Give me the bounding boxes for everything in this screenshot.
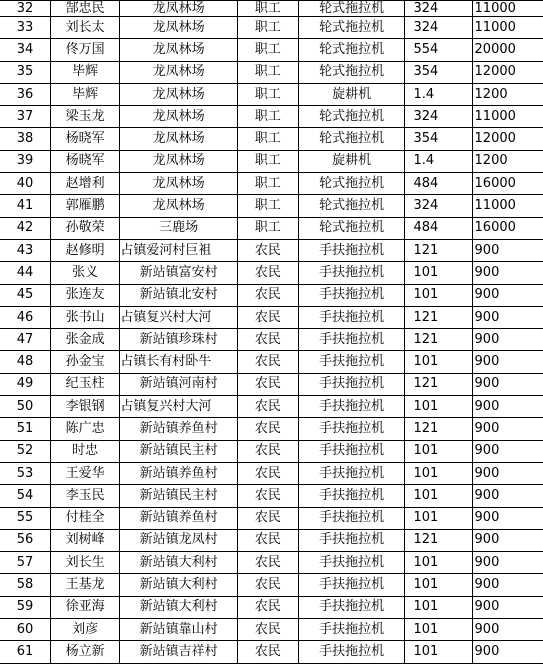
row-number-cell: 58 <box>0 574 51 596</box>
name-cell: 付桂全 <box>51 507 120 529</box>
machine-type-cell: 手扶拖拉机 <box>298 396 405 418</box>
name-cell: 张金成 <box>51 329 120 351</box>
table-row <box>0 306 543 328</box>
subsidy-cell: 20000 <box>472 39 543 61</box>
table-row <box>0 195 543 217</box>
row-number-cell: 59 <box>0 596 51 618</box>
location-cell: 新站镇龙凤村 <box>120 529 238 551</box>
location-cell: 三鹿场 <box>120 217 238 239</box>
row-number-cell: 34 <box>0 39 51 61</box>
row-number-cell: 43 <box>0 239 51 261</box>
occupation-cell: 职工 <box>237 150 298 172</box>
row-number-cell: 54 <box>0 485 51 507</box>
table-row <box>0 83 543 105</box>
occupation-cell: 农民 <box>237 284 298 306</box>
location-cell: 新站镇民主村 <box>120 440 238 462</box>
table-row <box>0 351 543 373</box>
location-cell: 新站镇靠山村 <box>120 619 238 641</box>
table-row <box>0 619 543 641</box>
row-number-cell: 40 <box>0 173 51 195</box>
row-number-cell: 38 <box>0 128 51 150</box>
table-row <box>0 61 543 83</box>
power-cell: 101 <box>405 485 472 507</box>
table-row <box>0 284 543 306</box>
occupation-cell: 农民 <box>237 329 298 351</box>
name-cell: 刘长生 <box>51 552 120 574</box>
name-cell: 刘彦 <box>51 619 120 641</box>
occupation-cell: 农民 <box>237 373 298 395</box>
machine-type-cell: 手扶拖拉机 <box>298 574 405 596</box>
name-cell: 毕辉 <box>51 83 120 105</box>
power-cell: 101 <box>405 619 472 641</box>
power-cell: 354 <box>405 128 472 150</box>
name-cell: 毕辉 <box>51 61 120 83</box>
power-cell: 484 <box>405 173 472 195</box>
location-cell: 占镇爱河村巨袓 <box>120 239 238 261</box>
location-cell: 新站镇养鱼村 <box>120 462 238 484</box>
subsidy-cell: 1200 <box>472 150 543 172</box>
row-number-cell: 35 <box>0 61 51 83</box>
row-number-cell: 32 <box>0 1 51 17</box>
subsidy-cell: 900 <box>472 462 543 484</box>
row-number-cell: 60 <box>0 619 51 641</box>
machine-type-cell: 手扶拖拉机 <box>298 440 405 462</box>
machine-type-cell: 旋耕机 <box>298 150 405 172</box>
power-cell: 484 <box>405 217 472 239</box>
subsidy-cell: 900 <box>472 529 543 551</box>
occupation-cell: 农民 <box>237 596 298 618</box>
name-cell: 李玉民 <box>51 485 120 507</box>
power-cell: 1.4 <box>405 150 472 172</box>
location-cell: 龙凤林场 <box>120 173 238 195</box>
occupation-cell: 职工 <box>237 128 298 150</box>
subsidy-cell: 12000 <box>472 61 543 83</box>
subsidy-cell: 900 <box>472 396 543 418</box>
location-cell: 龙凤林场 <box>120 150 238 172</box>
row-number-cell: 52 <box>0 440 51 462</box>
subsidy-cell: 900 <box>472 641 543 663</box>
subsidy-cell: 900 <box>472 440 543 462</box>
subsidy-cell: 900 <box>472 485 543 507</box>
subsidy-cell: 900 <box>472 284 543 306</box>
power-cell: 101 <box>405 440 472 462</box>
machine-type-cell: 手扶拖拉机 <box>298 485 405 507</box>
subsidy-cell: 11000 <box>472 106 543 128</box>
machine-type-cell: 轮式拖拉机 <box>298 39 405 61</box>
machine-type-cell: 手扶拖拉机 <box>298 529 405 551</box>
row-number-cell: 37 <box>0 106 51 128</box>
location-cell: 龙凤林场 <box>120 17 238 39</box>
occupation-cell: 农民 <box>237 306 298 328</box>
subsidy-cell: 900 <box>472 239 543 261</box>
name-cell: 孙金宝 <box>51 351 120 373</box>
occupation-cell: 职工 <box>237 106 298 128</box>
name-cell: 梁玉龙 <box>51 106 120 128</box>
table-row <box>0 262 543 284</box>
location-cell: 新站镇大利村 <box>120 552 238 574</box>
name-cell: 徐亚海 <box>51 596 120 618</box>
row-number-cell: 47 <box>0 329 51 351</box>
name-cell: 孙敬荣 <box>51 217 120 239</box>
location-cell: 占镇复兴村大河 <box>120 396 238 418</box>
row-number-cell: 55 <box>0 507 51 529</box>
machine-type-cell: 轮式拖拉机 <box>298 17 405 39</box>
row-number-cell: 49 <box>0 373 51 395</box>
row-number-cell: 33 <box>0 17 51 39</box>
machine-type-cell: 手扶拖拉机 <box>298 306 405 328</box>
table-row <box>0 217 543 239</box>
name-cell: 李银钢 <box>51 396 120 418</box>
subsidy-cell: 1200 <box>472 83 543 105</box>
power-cell: 324 <box>405 195 472 217</box>
table-body <box>0 1 543 664</box>
occupation-cell: 农民 <box>237 351 298 373</box>
name-cell: 张义 <box>51 262 120 284</box>
name-cell: 时忠 <box>51 440 120 462</box>
location-cell: 龙凤林场 <box>120 106 238 128</box>
power-cell: 121 <box>405 529 472 551</box>
machine-type-cell: 手扶拖拉机 <box>298 418 405 440</box>
machine-type-cell: 轮式拖拉机 <box>298 217 405 239</box>
name-cell: 杨立新 <box>51 641 120 663</box>
power-cell: 121 <box>405 306 472 328</box>
name-cell: 郜忠民 <box>51 1 120 17</box>
subsidy-cell: 900 <box>472 574 543 596</box>
subsidy-cell: 16000 <box>472 217 543 239</box>
subsidy-cell: 900 <box>472 306 543 328</box>
subsidy-cell: 900 <box>472 507 543 529</box>
name-cell: 陈广忠 <box>51 418 120 440</box>
table-row <box>0 529 543 551</box>
machine-type-cell: 旋耕机 <box>298 83 405 105</box>
occupation-cell: 农民 <box>237 529 298 551</box>
power-cell: 101 <box>405 462 472 484</box>
location-cell: 新站镇养鱼村 <box>120 418 238 440</box>
machine-type-cell: 手扶拖拉机 <box>298 619 405 641</box>
name-cell: 刘树峰 <box>51 529 120 551</box>
name-cell: 纪玉柱 <box>51 373 120 395</box>
machine-type-cell: 轮式拖拉机 <box>298 61 405 83</box>
table-row <box>0 329 543 351</box>
name-cell: 郭雁鹏 <box>51 195 120 217</box>
table-row <box>0 485 543 507</box>
machine-type-cell: 轮式拖拉机 <box>298 195 405 217</box>
table-row <box>0 373 543 395</box>
power-cell: 121 <box>405 329 472 351</box>
machine-type-cell: 手扶拖拉机 <box>298 262 405 284</box>
occupation-cell: 农民 <box>237 462 298 484</box>
machine-type-cell: 手扶拖拉机 <box>298 239 405 261</box>
name-cell: 张连友 <box>51 284 120 306</box>
machine-type-cell: 手扶拖拉机 <box>298 373 405 395</box>
power-cell: 101 <box>405 351 472 373</box>
occupation-cell: 农民 <box>237 574 298 596</box>
table-row <box>0 39 543 61</box>
table-row <box>0 106 543 128</box>
row-number-cell: 44 <box>0 262 51 284</box>
subsidy-cell: 900 <box>472 619 543 641</box>
location-cell: 新站镇吉祥村 <box>120 641 238 663</box>
name-cell: 王基龙 <box>51 574 120 596</box>
power-cell: 101 <box>405 596 472 618</box>
occupation-cell: 职工 <box>237 17 298 39</box>
name-cell: 佟万国 <box>51 39 120 61</box>
occupation-cell: 职工 <box>237 217 298 239</box>
table-row <box>0 574 543 596</box>
machine-type-cell: 轮式拖拉机 <box>298 106 405 128</box>
subsidy-cell: 16000 <box>472 173 543 195</box>
location-cell: 龙凤林场 <box>120 39 238 61</box>
occupation-cell: 职工 <box>237 173 298 195</box>
occupation-cell: 农民 <box>237 396 298 418</box>
occupation-cell: 农民 <box>237 507 298 529</box>
occupation-cell: 农民 <box>237 440 298 462</box>
name-cell: 刘长太 <box>51 17 120 39</box>
row-number-cell: 53 <box>0 462 51 484</box>
name-cell: 赵增利 <box>51 173 120 195</box>
name-cell: 杨晓军 <box>51 150 120 172</box>
power-cell: 1.4 <box>405 83 472 105</box>
row-number-cell: 51 <box>0 418 51 440</box>
row-number-cell: 45 <box>0 284 51 306</box>
power-cell: 324 <box>405 106 472 128</box>
table-row <box>0 552 543 574</box>
power-cell: 121 <box>405 418 472 440</box>
machine-type-cell: 手扶拖拉机 <box>298 284 405 306</box>
table-row <box>0 596 543 618</box>
power-cell: 324 <box>405 17 472 39</box>
table-row <box>0 17 543 39</box>
location-cell: 龙凤林场 <box>120 61 238 83</box>
power-cell: 324 <box>405 1 472 17</box>
occupation-cell: 农民 <box>237 262 298 284</box>
table-row <box>0 507 543 529</box>
row-number-cell: 36 <box>0 83 51 105</box>
occupation-cell: 职工 <box>237 1 298 17</box>
machine-type-cell: 轮式拖拉机 <box>298 1 405 17</box>
row-number-cell: 57 <box>0 552 51 574</box>
name-cell: 王爱华 <box>51 462 120 484</box>
occupation-cell: 农民 <box>237 485 298 507</box>
location-cell: 龙凤林场 <box>120 83 238 105</box>
subsidy-cell: 12000 <box>472 128 543 150</box>
table-row <box>0 1 543 17</box>
subsidy-cell: 900 <box>472 373 543 395</box>
location-cell: 新站镇大利村 <box>120 574 238 596</box>
subsidy-cell: 900 <box>472 329 543 351</box>
name-cell: 杨晓军 <box>51 128 120 150</box>
occupation-cell: 职工 <box>237 195 298 217</box>
name-cell: 张书山 <box>51 306 120 328</box>
power-cell: 101 <box>405 262 472 284</box>
location-cell: 龙凤林场 <box>120 1 238 17</box>
machine-type-cell: 手扶拖拉机 <box>298 552 405 574</box>
table-row <box>0 462 543 484</box>
location-cell: 新站镇民主村 <box>120 485 238 507</box>
subsidy-cell: 900 <box>472 351 543 373</box>
subsidy-cell: 11000 <box>472 17 543 39</box>
machine-type-cell: 手扶拖拉机 <box>298 351 405 373</box>
table-row <box>0 641 543 663</box>
location-cell: 占镇长有村卧牛 <box>120 351 238 373</box>
power-cell: 354 <box>405 61 472 83</box>
location-cell: 占镇复兴村大河 <box>120 306 238 328</box>
subsidy-cell: 11000 <box>472 195 543 217</box>
occupation-cell: 农民 <box>237 619 298 641</box>
machine-type-cell: 手扶拖拉机 <box>298 507 405 529</box>
machine-type-cell: 手扶拖拉机 <box>298 329 405 351</box>
power-cell: 101 <box>405 396 472 418</box>
power-cell: 101 <box>405 284 472 306</box>
occupation-cell: 农民 <box>237 418 298 440</box>
location-cell: 新站镇富安村 <box>120 262 238 284</box>
row-number-cell: 46 <box>0 306 51 328</box>
location-cell: 新站镇养鱼村 <box>120 507 238 529</box>
power-cell: 101 <box>405 552 472 574</box>
subsidy-cell: 900 <box>472 418 543 440</box>
occupation-cell: 农民 <box>237 641 298 663</box>
table-row <box>0 128 543 150</box>
machine-type-cell: 手扶拖拉机 <box>298 596 405 618</box>
occupation-cell: 农民 <box>237 552 298 574</box>
table-row <box>0 396 543 418</box>
occupation-cell: 农民 <box>237 239 298 261</box>
occupation-cell: 职工 <box>237 83 298 105</box>
location-cell: 新站镇大利村 <box>120 596 238 618</box>
name-cell: 赵修明 <box>51 239 120 261</box>
power-cell: 121 <box>405 373 472 395</box>
power-cell: 101 <box>405 507 472 529</box>
subsidy-cell: 11000 <box>472 1 543 17</box>
row-number-cell: 42 <box>0 217 51 239</box>
location-cell: 龙凤林场 <box>120 195 238 217</box>
table-row <box>0 239 543 261</box>
table-row <box>0 173 543 195</box>
power-cell: 101 <box>405 641 472 663</box>
table-row <box>0 440 543 462</box>
row-number-cell: 48 <box>0 351 51 373</box>
power-cell: 554 <box>405 39 472 61</box>
table-row <box>0 418 543 440</box>
row-number-cell: 56 <box>0 529 51 551</box>
location-cell: 新站镇河南村 <box>120 373 238 395</box>
power-cell: 121 <box>405 239 472 261</box>
machine-type-cell: 手扶拖拉机 <box>298 641 405 663</box>
location-cell: 新站镇珍珠村 <box>120 329 238 351</box>
occupation-cell: 职工 <box>237 39 298 61</box>
occupation-cell: 职工 <box>237 61 298 83</box>
machine-type-cell: 轮式拖拉机 <box>298 128 405 150</box>
row-number-cell: 41 <box>0 195 51 217</box>
row-number-cell: 61 <box>0 641 51 663</box>
power-cell: 101 <box>405 574 472 596</box>
subsidy-cell: 900 <box>472 552 543 574</box>
subsidy-cell: 900 <box>472 262 543 284</box>
location-cell: 龙凤林场 <box>120 128 238 150</box>
table-row <box>0 150 543 172</box>
machine-type-cell: 轮式拖拉机 <box>298 173 405 195</box>
machine-type-cell: 手扶拖拉机 <box>298 462 405 484</box>
row-number-cell: 39 <box>0 150 51 172</box>
location-cell: 新站镇北安村 <box>120 284 238 306</box>
row-number-cell: 50 <box>0 396 51 418</box>
subsidy-cell: 900 <box>472 596 543 618</box>
